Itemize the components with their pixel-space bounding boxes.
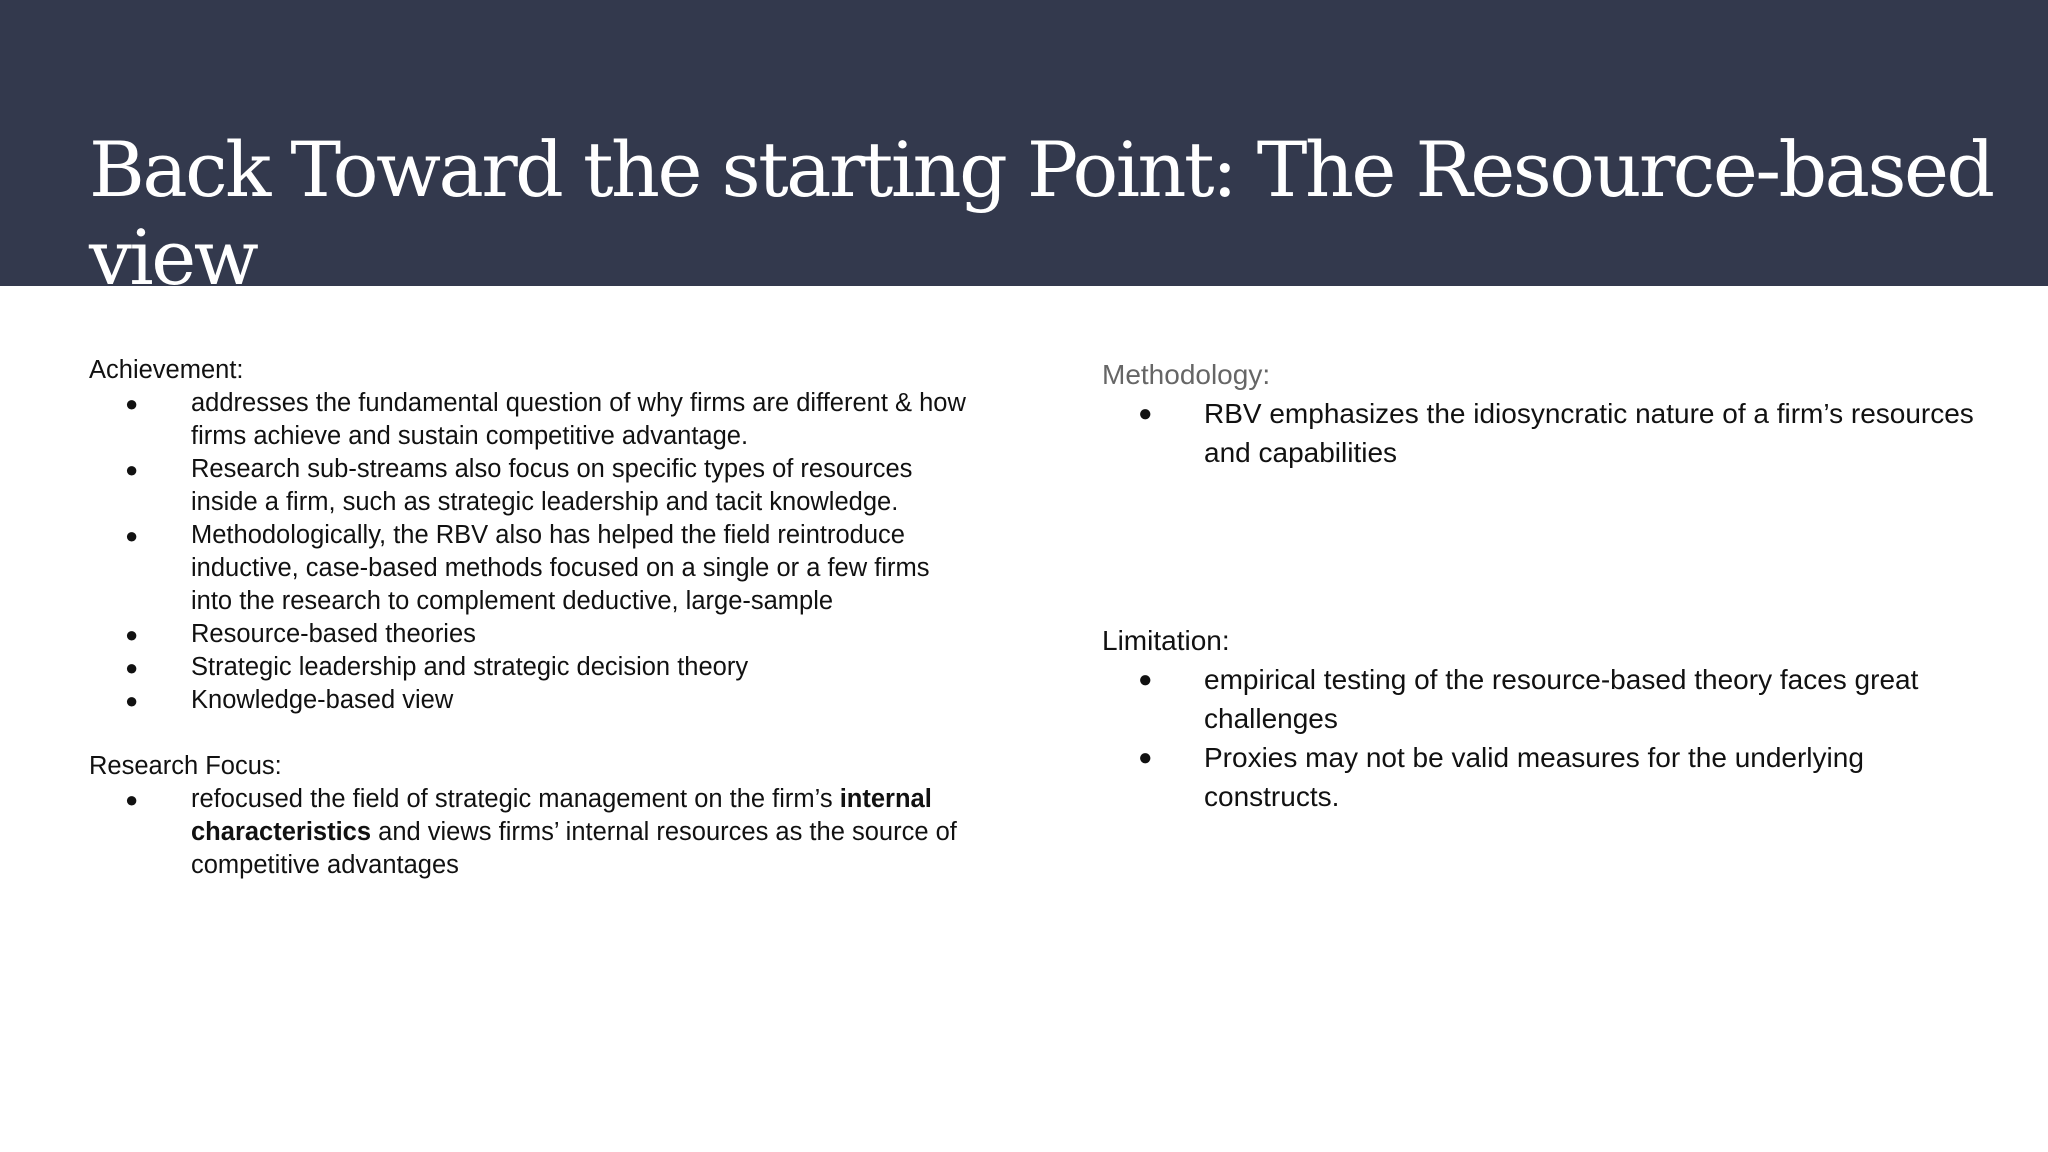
research-focus-heading: Research Focus: <box>89 752 282 780</box>
limitation-heading: Limitation: <box>1102 625 1230 656</box>
list-item-text: Strategic leadership and strategic decision theory <box>191 653 749 681</box>
bullet-icon: ● <box>125 655 139 680</box>
list-item-text: addresses the fundamental question of why firms are different & how firms achieve and sustain competitive advantage. <box>191 389 966 450</box>
list-item <box>89 519 969 618</box>
left-column <box>89 354 969 882</box>
list-item <box>1102 738 2002 816</box>
list-item <box>1102 394 2002 472</box>
right-column <box>1102 355 2002 816</box>
list-item-text-after: and views firms’ internal resources as the source of competitive advantages <box>191 818 957 879</box>
bullet-icon: ● <box>125 622 139 647</box>
list-item-text: Knowledge-based view <box>191 686 454 714</box>
list-item <box>89 453 969 519</box>
bullet-icon: ● <box>1138 666 1153 693</box>
slide-title <box>89 126 2009 302</box>
bullet-icon: ● <box>125 688 139 713</box>
list-item <box>89 783 969 882</box>
list-item <box>89 651 969 684</box>
list-item-text: Research sub-streams also focus on specific types of resources inside a firm, such as strategic leadership and tacit knowledge. <box>191 455 913 516</box>
bullet-icon: ● <box>125 523 139 548</box>
list-item <box>89 684 969 717</box>
bullet-icon: ● <box>125 457 139 482</box>
list-item-text: Methodologically, the RBV also has helped the field reintroduce inductive, case-based methods focused on a single or a few firms into the research to complement deductive, large-sample <box>191 521 930 615</box>
slide-title-line-1: Back Toward the starting Point: The Resource-based <box>89 125 1993 214</box>
bullet-icon: ● <box>125 391 139 416</box>
methodology-list <box>1102 394 2002 472</box>
list-item <box>1102 660 2002 738</box>
achievement-heading: Achievement: <box>89 356 244 384</box>
list-item <box>89 618 969 651</box>
list-item-text: Proxies may not be valid measures for the underlying constructs. <box>1204 742 1864 812</box>
list-item-text: Resource-based theories <box>191 620 476 648</box>
slide-title-line-2: view <box>89 213 257 302</box>
methodology-heading: Methodology: <box>1102 359 1271 390</box>
research-focus-list <box>89 783 969 882</box>
bullet-icon: ● <box>1138 744 1153 771</box>
bullet-icon: ● <box>125 787 139 812</box>
limitation-list <box>1102 660 2002 816</box>
list-item-text: empirical testing of the resource-based theory faces great challenges <box>1204 664 1919 734</box>
achievement-list <box>89 387 969 717</box>
list-item <box>89 387 969 453</box>
list-item-text: RBV emphasizes the idiosyncratic nature of a firm’s resources and capabilities <box>1204 398 1974 468</box>
list-item-text-before: refocused the field of strategic management on the firm’s <box>191 785 833 813</box>
bullet-icon: ● <box>1138 400 1153 427</box>
list-item-text-bold: internal characteristics <box>191 785 932 846</box>
